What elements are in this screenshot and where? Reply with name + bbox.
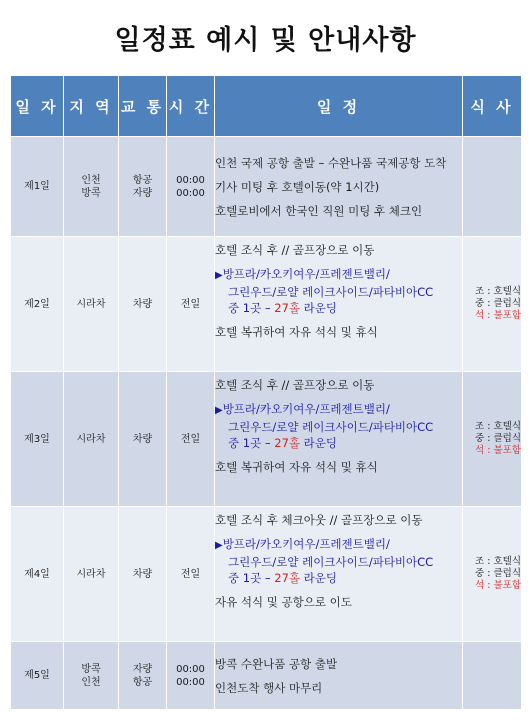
region-cell: 시라차: [64, 372, 119, 507]
round-line: 중 1곳 – 27홀 라운딩: [228, 436, 337, 450]
golf-course-line: 그린우드/로얄 레이크사이드/파타비아CC: [228, 285, 434, 299]
schedule-cell: [215, 237, 463, 372]
header-schedule: 일 정: [215, 76, 463, 137]
meal-cell: 조 : 호텔식 중 : 클럽식 석 : 불포함: [463, 237, 522, 372]
schedule-line: 호텔로비에서 한국인 직원 미팅 후 체크인: [215, 203, 423, 218]
day-cell: 제4일: [11, 507, 64, 642]
region-cell: 시라차: [64, 507, 119, 642]
day-cell: 제1일: [11, 137, 64, 237]
table-row: [11, 507, 522, 642]
region-cell: 방콕 인천: [64, 642, 119, 710]
schedule-line: 인천도착 행사 마무리: [215, 680, 323, 695]
golf-course-line: ▶방프라/카오키여우/프레젠트밸리/: [215, 267, 390, 281]
schedule-line: 방콕 수완나품 공항 출발: [215, 656, 338, 671]
schedule-line: 호텔 조식 후 // 골프장으로 이동: [215, 378, 375, 392]
golf-course-line: 그린우드/로얄 레이크사이드/파타비아CC: [228, 555, 434, 569]
schedule-line: 호텔 조식 후 // 골프장으로 이동: [215, 243, 375, 257]
header-region: 지 역: [64, 76, 119, 137]
schedule-line: 자유 석식 및 공항으로 이도: [215, 595, 352, 609]
golf-course-line: ▶방프라/카오키여우/프레젠트밸리/: [215, 402, 390, 416]
header-transport: 교 통: [119, 76, 167, 137]
time-cell: 전일: [167, 507, 215, 642]
schedule-line: 호텔 조식 후 체크아웃 // 골프장으로 이동: [215, 513, 423, 527]
schedule-cell: [215, 507, 463, 642]
play-arrow-icon: ▶: [215, 270, 223, 281]
meal-cell: [463, 137, 522, 237]
region-cell: 인천 방콕: [64, 137, 119, 237]
day-cell: 제2일: [11, 237, 64, 372]
page-title: 일정표 예시 및 안내사항: [114, 25, 417, 56]
schedule-cell: [215, 642, 463, 710]
region-cell: 시라차: [64, 237, 119, 372]
round-line: 중 1곳 – 27홀 라운딩: [228, 571, 337, 585]
day-cell: 제3일: [11, 372, 64, 507]
schedule-cell: [215, 137, 463, 237]
transport-cell: 차량: [119, 237, 167, 372]
transport-cell: 자량 항공: [119, 642, 167, 710]
day-cell: 제5일: [11, 642, 64, 710]
schedule-line: 기사 미팅 후 호텔이동(약 1시간): [215, 179, 380, 194]
play-arrow-icon: ▶: [215, 540, 223, 551]
header-meal: 식 사: [463, 76, 522, 137]
transport-cell: 차량: [119, 507, 167, 642]
meal-cell: [463, 642, 522, 710]
time-cell: 전일: [167, 372, 215, 507]
time-cell: 00:00 00:00: [167, 642, 215, 710]
schedule-table: [10, 75, 522, 710]
schedule-line: 호텔 복귀하여 자유 석식 및 휴식: [215, 325, 378, 339]
transport-cell: 항공 자량: [119, 137, 167, 237]
table-row: [11, 237, 522, 372]
time-cell: 00:00 00:00: [167, 137, 215, 237]
table-row: [11, 372, 522, 507]
header-row: [11, 76, 522, 137]
schedule-cell: [215, 372, 463, 507]
meal-cell: 조 : 호텔식 중 : 클럽식 석 : 불포함: [463, 507, 522, 642]
schedule-line: 인천 국제 공항 출발 – 수완나품 국제공항 도착: [215, 155, 447, 170]
time-cell: 전일: [167, 237, 215, 372]
round-line: 중 1곳 – 27홀 라운딩: [228, 301, 337, 315]
schedule-line: 호텔 복귀하여 자유 석식 및 휴식: [215, 460, 378, 474]
header-day: 일 자: [11, 76, 64, 137]
golf-course-line: ▶방프라/카오키여우/프레젠트밸리/: [215, 537, 390, 551]
play-arrow-icon: ▶: [215, 405, 223, 416]
golf-course-line: 그린우드/로얄 레이크사이드/파타비아CC: [228, 420, 434, 434]
table-row: [11, 642, 522, 710]
table-row: [11, 137, 522, 237]
transport-cell: 차량: [119, 372, 167, 507]
header-time: 시 간: [167, 76, 215, 137]
meal-cell: 조 : 호텔식 중 : 클럽식 석 : 불포함: [463, 372, 522, 507]
